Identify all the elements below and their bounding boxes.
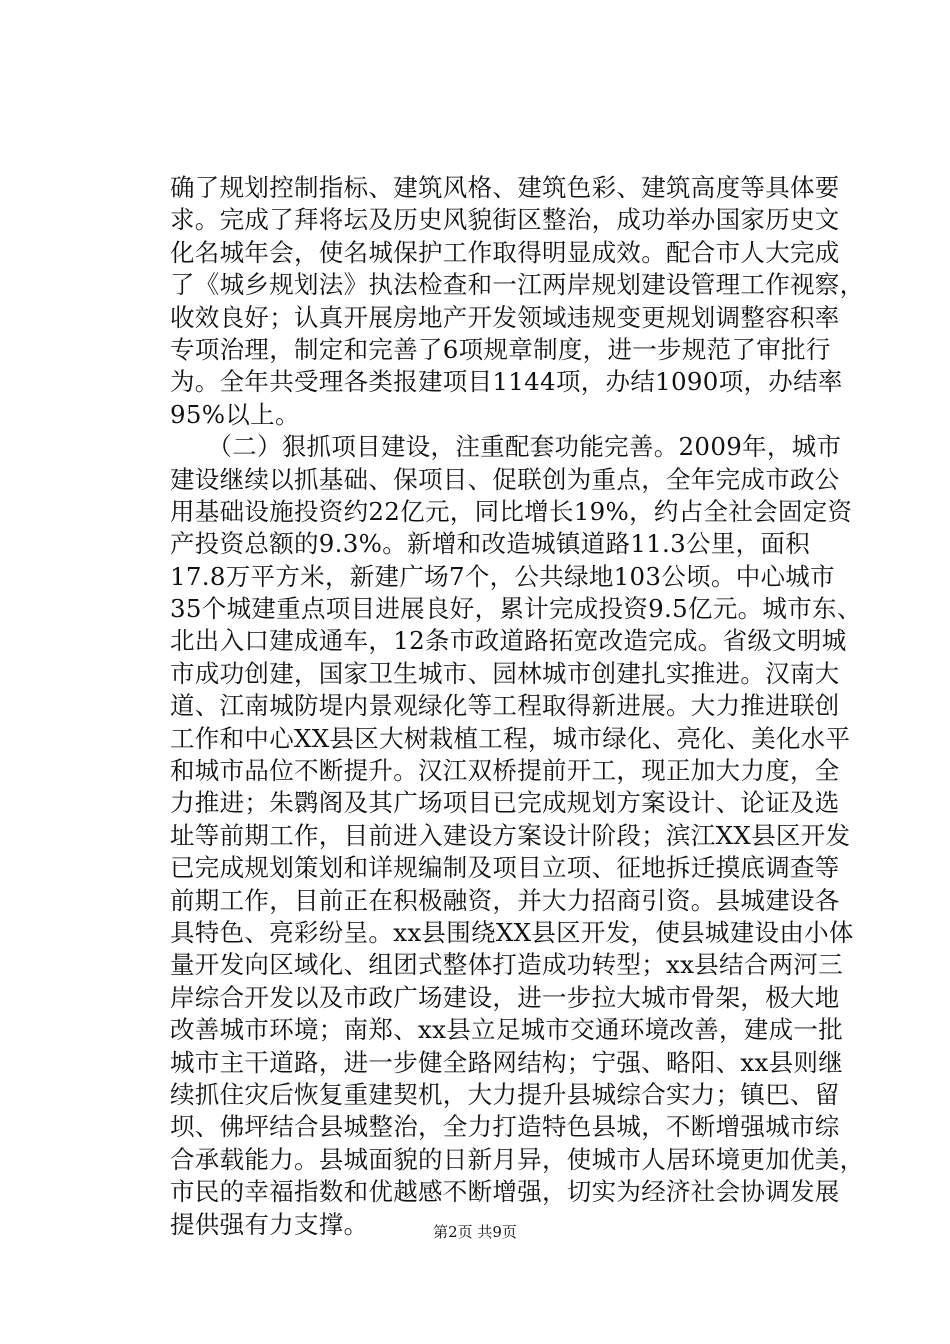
text-line: 已完成规划策划和详规编制及项目立项、征地拆迁摸底调查等 xyxy=(170,853,840,883)
text-line: 了《城乡规划法》执法检查和一江两岸规划建设管理工作视察， xyxy=(170,270,865,300)
text-line: 95%以上。 xyxy=(170,399,300,429)
text-line: 市民的幸福指数和优越感不断增强，切实为经济社会协调发展 xyxy=(170,1177,840,1207)
text-line: 岸综合开发以及市政广场建设，进一步拉大城市骨架，极大地 xyxy=(170,982,840,1012)
text-line: 工作和中心XX县区大树栽植工程，城市绿化、亮化、美化水平 xyxy=(170,723,851,753)
text-line: 用基础设施投资约22亿元，同比增长19%，约占全社会固定资 xyxy=(170,496,853,526)
text-line: 具特色、亮彩纷呈。xx县围绕XX县区开发，使县城建设由小体 xyxy=(170,917,854,947)
document-body xyxy=(170,172,865,1241)
text-line: 合承载能力。县城面貌的日新月异，使城市人居环境更加优美， xyxy=(170,1144,865,1174)
text-line: 城市主干道路，进一步健全路网结构；宁强、略阳、xx县则继 xyxy=(170,1047,844,1077)
page-number-footer: 第2页 共9页 xyxy=(433,1223,517,1241)
text-line: 产投资总额的9.3%。新增和改造城镇道路11.3公里，面积 xyxy=(170,529,810,559)
text-line: 坝、佛坪结合县城整治，全力打造特色县城，不断增强城市综 xyxy=(170,1112,840,1142)
text-line: （二）狠抓项目建设，注重配套功能完善。2009年，城市 xyxy=(170,432,842,462)
text-line: 17.8万平方米，新建广场7个，公共绿地103公顷。中心城市 xyxy=(170,561,835,591)
text-line: 建设继续以抓基础、保项目、促联创为重点，全年完成市政公 xyxy=(170,464,840,494)
text-line: 求。完成了拜将坛及历史风貌街区整治，成功举办国家历史文 xyxy=(170,205,840,235)
text-line: 确了规划控制指标、建筑风格、建筑色彩、建筑高度等具体要 xyxy=(170,173,840,202)
text-line: 35个城建重点项目进展良好，累计完成投资9.5亿元。城市东、 xyxy=(170,594,862,624)
text-line: 道、江南城防堤内景观绿化等工程取得新进展。大力推进联创 xyxy=(170,691,840,721)
text-line: 收效良好；认真开展房地产开发领域违规变更规划调整容积率 xyxy=(170,302,840,332)
text-line: 市成功创建，国家卫生城市、园林城市创建扎实推进。汉南大 xyxy=(170,658,840,688)
text-line: 北出入口建成通车，12条市政道路拓宽改造完成。省级文明城 xyxy=(170,626,847,656)
text-line: 力推进；朱鹮阁及其广场项目已完成规划方案设计、论证及选 xyxy=(170,788,840,818)
text-line: 提供强有力支撑。 xyxy=(170,1209,369,1239)
text-line: 为。全年共受理各类报建项目1144项，办结1090项，办结率 xyxy=(170,367,843,397)
text-line: 址等前期工作，目前进入建设方案设计阶段；滨江XX县区开发 xyxy=(170,820,851,850)
text-line: 续抓住灾后恢复重建契机，大力提升县城综合实力；镇巴、留 xyxy=(170,1079,840,1109)
text-line: 专项治理，制定和完善了6项规章制度，进一步规范了审批行 xyxy=(170,334,831,364)
text-line: 改善城市环境；南郑、xx县立足城市交通环境改善，建成一批 xyxy=(170,1015,844,1045)
text-line: 前期工作，目前正在积极融资，并大力招商引资。县城建设各 xyxy=(170,885,840,915)
text-line: 和城市品位不断提升。汉江双桥提前开工，现正加大力度，全 xyxy=(170,756,840,786)
text-line: 化名城年会，使名城保护工作取得明显成效。配合市人大完成 xyxy=(170,237,840,267)
text-line: 量开发向区域化、组团式整体打造成功转型；xx县结合两河三 xyxy=(170,950,844,980)
